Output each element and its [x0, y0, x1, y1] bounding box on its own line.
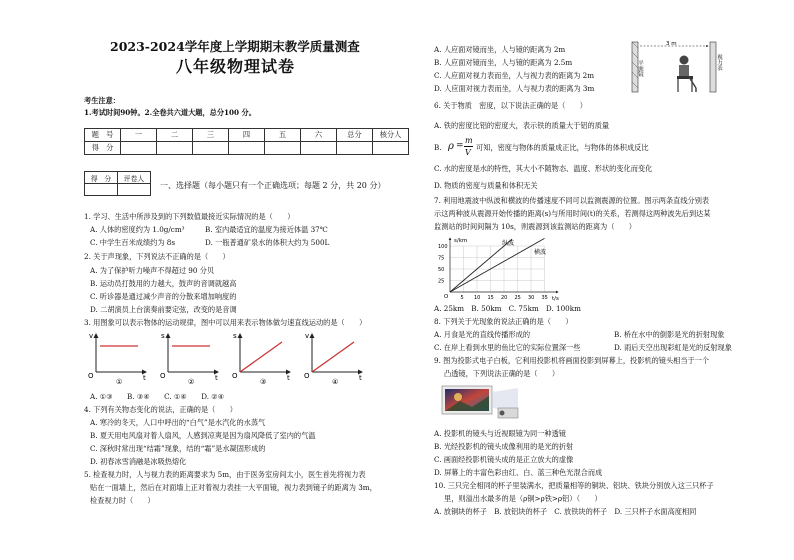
graph-4-v-t-rising [304, 332, 362, 386]
q5-option-c[interactable]: C. 人应面对视力表而坐，人与视力表的距离为 2m [434, 71, 595, 80]
question-8: 8. 下列关于光现象的说法正确的是（ ） [434, 317, 573, 326]
question-3: 3. 用图象可以表示物体的运动规律，图中可以用来表示物体做匀速直线运动的是（ ） [84, 318, 367, 327]
q5-option-a[interactable]: A. 人应面对镜而坐，人与镜的距离为 2m [434, 45, 566, 54]
axis-label-s: s [161, 332, 165, 340]
transverse-wave-line [450, 238, 545, 292]
q7-seismic-wave-chart [430, 232, 570, 302]
question-5-line3: 检查视力时（ ） [90, 496, 155, 505]
y-tick-label: 100 [438, 244, 448, 250]
q9-option-d[interactable]: D. 屏幕上的丰富色彩由红、白、蓝三种色光混合而成 [434, 468, 603, 477]
seated-person-icon [677, 56, 696, 93]
score-input-cell[interactable] [193, 142, 229, 155]
score-table [84, 128, 409, 155]
question-7-line3: 监测站的时间间隔为 10s，则震源到该监测站的距离为（ ） [434, 222, 636, 231]
question-1: 1. 学习、生活中所涉及到的下列数值最接近实际情况的是（ ） [84, 212, 295, 221]
rho-symbol: ρ [448, 141, 454, 152]
q1-option-b[interactable]: B. 室内最适宜的温度为接近体温 37℃ [205, 225, 328, 234]
q4-option-d[interactable]: D. 初春冰雪消融是冰吸热熔化 [90, 457, 187, 466]
score-cell: 四 [229, 129, 265, 142]
score-cell: 六 [301, 129, 337, 142]
question-7-line1: 7. 利用地震波中纵波和横波的传播速度不同可以监测震源的位置。图示两条直线分别表 [434, 196, 710, 205]
q2-option-c[interactable]: C. 听诊器是通过减少声音的分散来增加响度的 [90, 292, 237, 301]
x-tick-label: 35 [541, 295, 548, 301]
notice-heading: 考生注意： [84, 96, 120, 105]
question-7-line2: 示这两种波从震源开始传播的距离(s)与所用时间(t)的关系，若测得这两种波先后到达某 [434, 209, 711, 218]
question-6: 6. 关于物质 密度，以下说法正确的是（ ） [434, 101, 587, 110]
score-cell: 题 号 [85, 129, 121, 142]
mirror-label: 平面镜 [637, 60, 643, 77]
axis-label-s: s [233, 332, 237, 340]
score-table-header-row [85, 129, 409, 142]
score-input-cell[interactable] [265, 142, 301, 155]
axis-label-t: t [359, 374, 362, 382]
question-4: 4. 下列有关物态变化的说法，正确的是（ ） [84, 405, 237, 414]
graph-number: ③ [260, 378, 267, 386]
axis-label-v: v [89, 332, 94, 340]
y-tick-label: 25 [438, 278, 445, 285]
x-axis-label: t/s [552, 296, 559, 302]
longitudinal-wave-label: 纵波 [502, 240, 515, 247]
exam-title: 2023-2024学年度上学期期末教学质量测查 [110, 39, 360, 54]
section1-heading: 一、选择题（每小题只有一个正确选项；每题 2 分，共 20 分） [160, 181, 386, 190]
fraction-bar [464, 146, 473, 147]
score-input-cell[interactable] [157, 142, 193, 155]
q8-option-b[interactable]: B. 桥在水中的倒影是光的折射现象 [614, 330, 725, 339]
x-tick-label: 5 [460, 295, 464, 301]
axis-label-o: O [160, 372, 166, 380]
q5-eye-test-figure [628, 40, 724, 98]
score-cell: 二 [157, 129, 193, 142]
q8-option-c[interactable]: C. 在岸上看到水里的鱼比它的实际位置深一些 [434, 343, 581, 352]
graph-number: ④ [332, 378, 339, 386]
score-input-cell[interactable] [301, 142, 337, 155]
q8-option-a[interactable]: A. 月食是光的直线传播形成的 [434, 330, 531, 339]
transverse-wave-label: 横波 [534, 249, 547, 256]
q5-option-d[interactable]: D. 人应面对视力表而坐，人与视力表的距离为 3m [434, 84, 595, 93]
graph-1-v-t-constant [88, 332, 146, 386]
axis-label-t: t [143, 374, 146, 382]
option-text: 可知，密度与物体的质量成正比，与物体的体积成反比 [476, 143, 649, 152]
q9-option-c[interactable]: C. 画面经投影机镜头成的是正立放大的虚像 [434, 455, 574, 464]
origin-label: O [444, 294, 449, 300]
score-input-cell[interactable] [229, 142, 265, 155]
x-tick-label: 20 [501, 295, 508, 301]
review-input-cell[interactable] [85, 184, 118, 196]
distance-label: 3 m [666, 41, 677, 47]
x-tick-label: 30 [528, 295, 535, 301]
graph-2-s-t-constant [160, 332, 218, 386]
axis-label-t: t [215, 374, 218, 382]
question-5-line2: 贴在一面墙上，然后在对面墙上正对着视力表挂一大平面镜，视力表到镜子的距离为 3m， [90, 483, 377, 492]
review-input-cell[interactable] [118, 184, 151, 196]
q1-option-d[interactable]: D. 一瓶普通矿泉水的体积大约为 500L [205, 238, 330, 247]
q5-option-b[interactable]: B. 人应面对镜而坐，人与镜的距离为 2.5m [434, 58, 573, 67]
eye-chart-label: 视力表 [716, 54, 722, 71]
score-input-cell[interactable] [337, 142, 373, 155]
q8-option-d[interactable]: D. 雨后天空出现彩虹是光的反射现象 [614, 343, 732, 352]
graph-3-s-t-rising [232, 332, 290, 386]
q7-options[interactable]: A. 25km B. 50km C. 75km D. 100km [434, 304, 581, 313]
q9-option-b[interactable]: B. 光经投影机的镜头成像利用的是光的折射 [434, 442, 574, 451]
fraction-denominator: V [465, 148, 471, 157]
q4-option-c[interactable]: C. 深秋时常出现“结霜”现象，结的“霜”是水凝固形成的 [90, 444, 266, 453]
axis-label-o: O [304, 372, 310, 380]
score-cell: 三 [193, 129, 229, 142]
exam-subtitle: 八年级物理试卷 [176, 57, 296, 76]
review-cell: 得 分 [85, 172, 118, 184]
question-9-line2: 凸透镜，下列说法正确的是（ ） [444, 369, 560, 378]
x-tick-label: 25 [514, 295, 521, 301]
q2-option-d[interactable]: D. 二胡演员上台演奏前要定弦，改变的是音调 [90, 305, 237, 314]
question-2: 2. 关于声现象，下列说法不正确的是（ ） [84, 252, 230, 261]
q6-option-c[interactable]: C. 水的密度是水的特性，其大小不随物态、温度、形状的变化而变化 [434, 164, 653, 173]
y-tick-label: 75 [438, 255, 445, 262]
question-9-line1: 9. 图为投影式电子白板，它利用投影机将画面投影到屏幕上，投影机的镜头相当于一个 [434, 356, 710, 365]
fraction-numerator: m [465, 136, 473, 145]
graph-number: ② [188, 378, 195, 386]
axis-label-o: O [232, 372, 238, 380]
score-cell: 五 [265, 129, 301, 142]
q3-options[interactable]: A. ①③ B. ③④ C. ①④ D. ②④ [90, 392, 225, 401]
score-cell: 得 分 [85, 142, 121, 155]
score-input-cell[interactable] [373, 142, 409, 155]
question-5-line1: 5. 检查视力时，人与视力表的距离要求为 5m，由于医务室房间太小，医生首先将视力表 [84, 470, 366, 479]
axis-label-t: t [287, 374, 290, 382]
option-letter: B. [434, 143, 442, 152]
longitudinal-wave-line [450, 239, 515, 292]
q2-option-a[interactable]: A. 为了保护听力噪声不得超过 90 分贝 [90, 266, 215, 275]
equals-sign: = [456, 141, 464, 151]
q4-option-a[interactable]: A. 寒冷的冬天，人口中呼出的“白气”是水汽化的水蒸气 [90, 418, 266, 427]
axis-label-o: O [88, 372, 94, 380]
q10-options[interactable]: A. 放铜块的杯子 B. 放铝块的杯子 C. 放铁块的杯子 D. 三只杯子水面高度相同 [434, 507, 697, 516]
q1-option-a[interactable]: A. 人体的密度约为 1.0g/cm³ [90, 225, 185, 234]
score-table-score-row [85, 142, 409, 155]
review-cell: 评卷人 [118, 172, 151, 184]
score-cell: 核分人 [373, 129, 409, 142]
q3-motion-graphs [86, 328, 386, 386]
y-tick-label: 50 [438, 267, 445, 273]
q4-option-b[interactable]: B. 夏天用电风扇对着人扇风，人感到凉爽是因为扇风降低了室内的气温 [90, 431, 316, 440]
question-10-line1: 10. 三只完全相同的杯子里装满水，把质量相等的铜块、铝块、铁块分别放入这三只杯子 [434, 481, 714, 490]
q9-projector-whiteboard-image [438, 382, 522, 424]
review-table [84, 171, 151, 196]
q6-option-d[interactable]: D. 物质的密度与质量和体积无关 [434, 181, 538, 190]
score-cell: 总分 [337, 129, 373, 142]
y-axis-label: s/km [454, 238, 468, 244]
q9-option-a[interactable]: A. 投影机的镜头与近视眼镜为同一种透镜 [434, 429, 566, 438]
score-input-cell[interactable] [121, 142, 157, 155]
axis-label-v: v [305, 332, 310, 340]
score-cell: 一 [121, 129, 157, 142]
q6-option-a[interactable]: A. 铁的密度比铝的密度大，表示铁的质量大于铝的质量 [434, 121, 610, 130]
q1-option-c[interactable]: C. 中学生百米成绩约为 8s [90, 238, 176, 247]
x-tick-label: 10 [474, 295, 481, 301]
notice-line: 1.考试时间90钟。2.全卷共六道大题，总分100 分。 [84, 108, 256, 117]
q2-option-b[interactable]: B. 运动员打鼓用的力越大，鼓声的音调就越高 [90, 279, 237, 288]
graph-number: ① [116, 378, 123, 386]
x-tick-label: 15 [487, 295, 494, 301]
question-10-line2: 里，则溢出水最多的是（ρ铜>ρ铁>ρ铝）（ ） [444, 494, 602, 503]
